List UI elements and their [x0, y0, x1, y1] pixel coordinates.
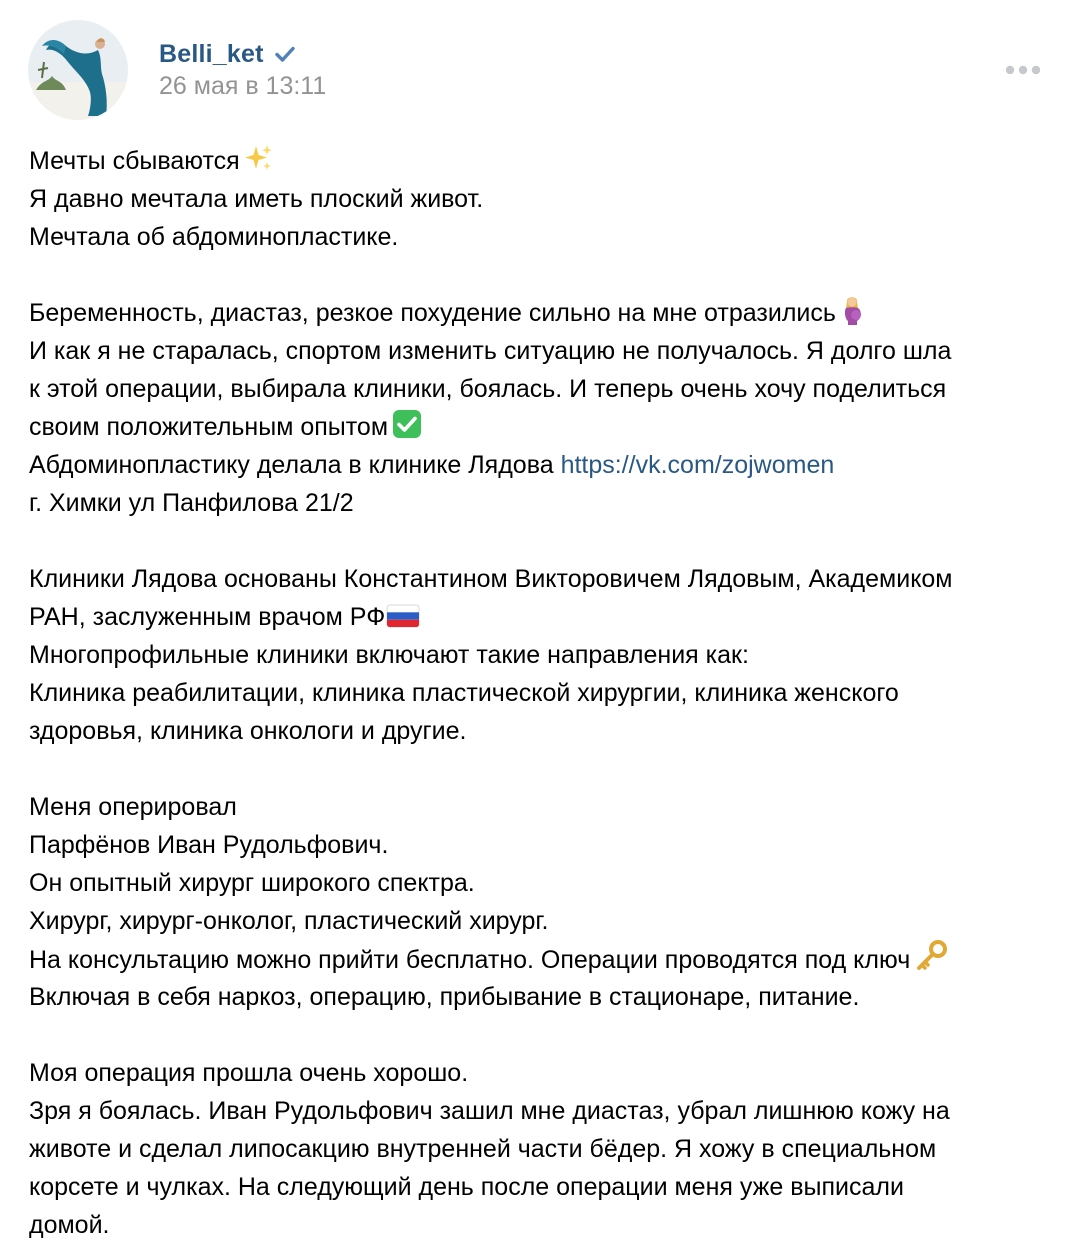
text-line: г. Химки ул Панфилова 21/2 — [29, 489, 354, 517]
text-line: Включая в себя наркоз, операцию, прибывание в стационаре, питание. — [29, 983, 860, 1011]
text-line — [29, 408, 1059, 446]
russia-flag-emoji-icon — [386, 602, 420, 640]
text-line: И как я не старалась, спортом изменить ситуацию не получалось. Я долго шла — [29, 337, 952, 365]
post-header — [0, 0, 1080, 130]
text-segment: Мечты сбываются — [29, 147, 240, 175]
text-segment: Абдоминопластику делала в клинике Лядова — [29, 451, 554, 479]
text-line: к этой операции, выбирала клиники, боялась. И теперь очень хочу поделиться — [29, 375, 947, 403]
text-line: животе и сделал липосакцию внутренней части бёдер. Я хожу в специальном — [29, 1135, 937, 1163]
text-line — [29, 940, 1059, 978]
text-segment: Беременность, диастаз, резкое похудение сильно на мне отразились — [29, 299, 836, 327]
text-segment: РАН, заслуженным врачом РФ — [29, 603, 386, 631]
more-dots-icon[interactable] — [1003, 58, 1043, 82]
text-line: здоровья, клиника онкологи и другие. — [29, 717, 467, 745]
post-text — [29, 142, 1059, 1244]
paragraph-gap — [29, 256, 1059, 294]
text-line: Многопрофильные клиники включают такие направления как: — [29, 641, 749, 669]
verified-icon — [274, 43, 296, 65]
text-line: Зря я боялась. Иван Рудольфович зашил мне диастаз, убрал лишнюю кожу на — [29, 1097, 950, 1125]
sparkles-emoji-icon — [244, 143, 274, 184]
text-line: домой. — [29, 1211, 110, 1239]
key-emoji-icon — [914, 940, 948, 983]
text-line — [29, 598, 1059, 636]
text-line: Меня оперировал — [29, 793, 237, 821]
text-line: Хирург, хирург-онколог, пластический хирург. — [29, 907, 549, 935]
check-mark-emoji-icon — [392, 409, 422, 450]
text-line — [29, 294, 1059, 332]
text-line: Моя операция прошла очень хорошо. — [29, 1059, 469, 1087]
text-segment: На консультацию можно прийти бесплатно. Операции проводятся под ключ — [29, 946, 911, 974]
clinic-link[interactable]: https://vk.com/zojwomen — [560, 451, 835, 479]
avatar-woman-blue-dress-icon — [28, 20, 128, 120]
paragraph-gap — [29, 1016, 1059, 1054]
paragraph-gap — [29, 522, 1059, 560]
text-line — [29, 142, 1059, 180]
text-line: Мечтала об абдоминопластике. — [29, 223, 399, 251]
author-name[interactable]: Belli_ket — [159, 39, 264, 68]
text-line: Парфёнов Иван Рудольфович. — [29, 831, 389, 859]
author-avatar[interactable] — [28, 20, 128, 120]
text-line: Клиники Лядова основаны Константином Викторовичем Лядовым, Академиком — [29, 565, 953, 593]
text-line: Я давно мечтала иметь плоский живот. — [29, 185, 484, 213]
pregnant-woman-emoji-icon — [840, 295, 866, 336]
author-row — [159, 34, 296, 74]
text-line: Клиника реабилитации, клиника пластической хирургии, клиника женского — [29, 679, 899, 707]
post-date[interactable]: 26 мая в 13:11 — [159, 72, 327, 100]
text-line: Он опытный хирург широкого спектра. — [29, 869, 475, 897]
text-line: корсете и чулках. На следующий день после операции меня уже выписали — [29, 1173, 904, 1201]
paragraph-gap — [29, 750, 1059, 788]
text-segment: своим положительным опытом — [29, 413, 389, 441]
text-line — [29, 446, 1059, 484]
